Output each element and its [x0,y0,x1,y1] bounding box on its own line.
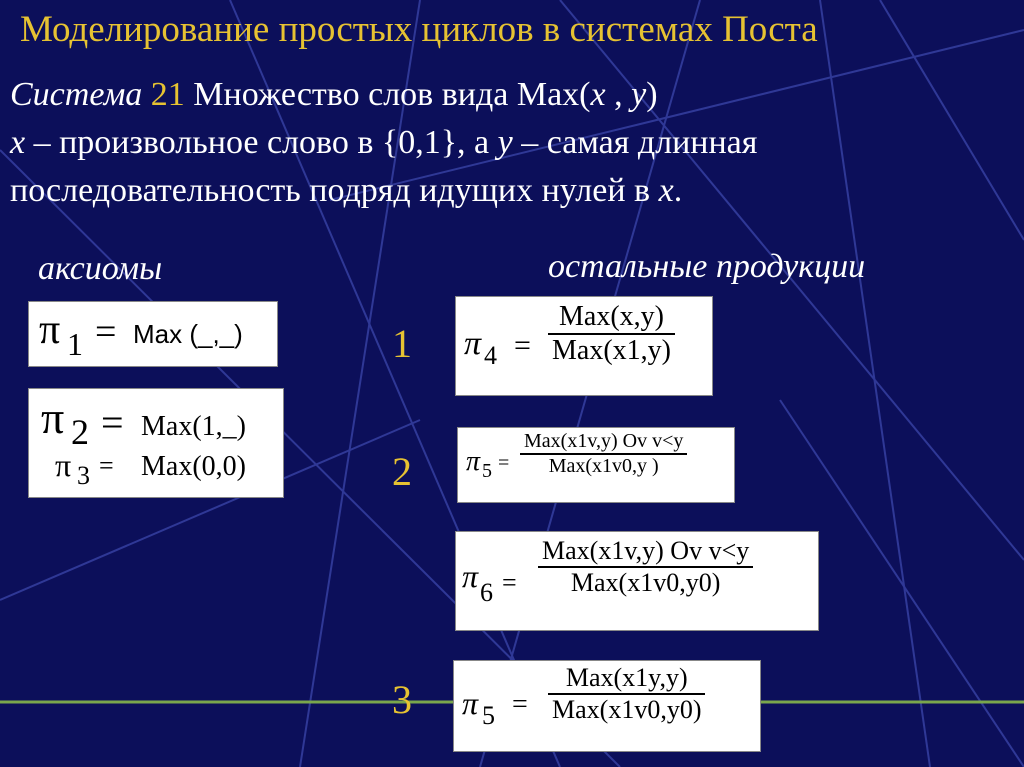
step-number-2: 2 [392,449,412,494]
pi4-fraction [548,301,675,367]
pi5b-pi: π [462,685,479,721]
desc2-dot: . [673,172,683,209]
production-pi5-box [457,427,735,503]
pi5b-numerator: Max(x1y,y) [565,663,688,692]
desc2-var-x: x [658,172,674,209]
system-label: Система [10,76,143,113]
axiom-3-pi: π [55,447,72,483]
desc2-text: последовательность подряд идущих нулей в [10,172,659,209]
pi5b-denominator: Max(x1v0,y0) [552,695,702,724]
slide-title: Моделирование простых циклов в системах Поста [20,9,818,50]
axiom-1-sub: 1 [67,326,83,362]
pi5-numerator: Max(x1v,y) Ov v<y [524,430,684,452]
pi4-denominator: Max(x1,y) [552,335,671,366]
axiom-2-rhs: Max(1,_) [141,411,246,442]
pi5-denominator: Max(x1v0,y ) [548,455,659,477]
pi5b-eq: = [512,689,528,720]
pi6-sub: 6 [480,578,493,607]
pi6-denominator: Max(x1v0,y0) [570,568,721,597]
axioms-header: аксиомы [38,250,163,287]
axiom-1-rhs: Max (_,_) [133,319,243,349]
step-number-3: 3 [392,677,412,722]
system-var-y: y [631,76,647,113]
pi5-eq: = [498,452,510,474]
productions-header: остальные продукции [548,248,866,285]
axiom-2-3-box [28,388,284,498]
axiom-2-pi: π [41,392,65,443]
axiom-3-eq: = [99,451,114,480]
step-number-1: 1 [392,321,412,366]
axiom-3-sub: 3 [77,461,90,490]
desc-text-a: – произвольное слово в {0,1}, а [25,124,498,161]
description-line-2 [10,172,682,210]
pi4-numerator: Max(x,y) [559,301,664,332]
axiom-2-eq: = [101,400,124,445]
description-line-1 [10,124,757,162]
production-pi4-box [455,296,713,396]
pi5b-sub: 5 [482,701,495,730]
pi6-pi: π [462,558,479,594]
pi4-sub: 4 [484,341,497,370]
pi5-fraction [520,430,687,478]
system-line [10,76,658,114]
system-sep: , [605,76,632,113]
axiom-2-sub: 2 [71,412,89,452]
system-number: 21 [150,76,185,113]
pi5-sub: 5 [482,460,492,482]
axiom-1-pi: π [39,307,61,353]
desc-var-y: y [497,124,513,161]
pi5-pi: π [466,446,481,477]
desc-text-b: – самая длинная [512,124,758,161]
axiom-1-box [28,301,278,367]
system-var-x: x [590,76,606,113]
pi6-numerator: Max(x1v,y) Ov v<y [542,536,750,565]
pi5b-fraction [548,663,705,725]
system-close: ) [646,76,658,113]
pi4-eq: = [514,329,531,362]
desc-var-x: x [10,124,26,161]
pi6-fraction [538,536,753,598]
pi4-pi: π [464,325,482,362]
pi6-eq: = [502,568,517,597]
production-pi6-box [455,531,819,631]
axiom-1-eq: = [95,311,117,353]
axiom-3-rhs: Max(0,0) [141,451,246,482]
system-text: Множество слов вида Max( [193,76,591,113]
production-pi5b-box [453,660,761,752]
